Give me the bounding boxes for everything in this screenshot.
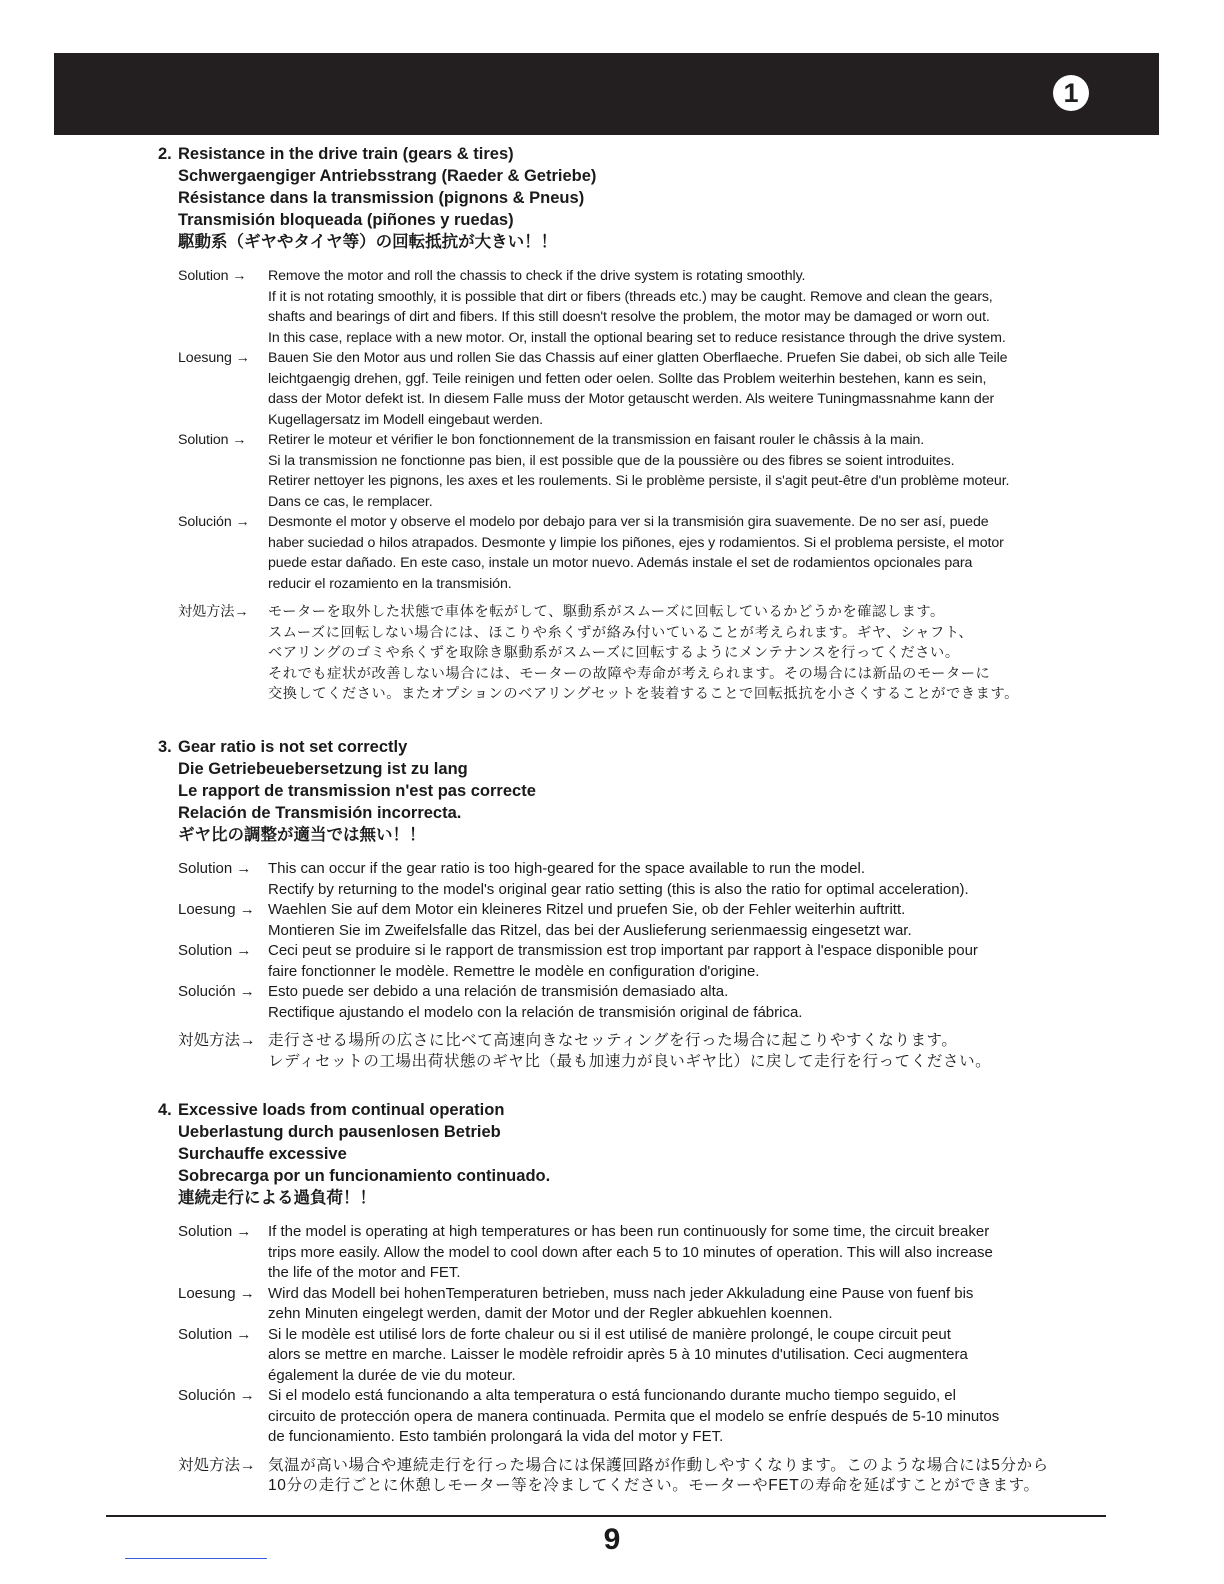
section-title-en: 4. Excessive loads from continual operation xyxy=(158,1101,505,1119)
section-title-jp: 駆動系（ギヤやタイヤ等）の回転抵抗が大きい！！ xyxy=(178,233,558,251)
solution-label: Solución → xyxy=(178,983,255,1000)
solution-es xyxy=(158,1386,1118,1448)
solution-line: de funcionamiento. Esto también prolongará la vida del motor y FET. xyxy=(268,1428,724,1445)
section-excessive-loads xyxy=(158,1099,1118,1497)
section-titles xyxy=(158,143,1118,253)
solution-label: 対処方法→ xyxy=(178,1032,256,1049)
solution-line: haber suciedad o hilos atrapados. Desmonte y limpie los piñones, ejes y rodamientos. Si el problema persiste, el motor xyxy=(268,534,1004,551)
solution-label: Solution → xyxy=(178,860,252,877)
solution-label: Solution → xyxy=(178,268,247,284)
solution-line: trips more easily. Allow the model to cool down after each 5 to 10 minutes of operation. This will also increase xyxy=(268,1243,993,1261)
solution-line: Esto puede ser debido a una relación de transmisión demasiado alta. xyxy=(268,983,729,1000)
solution-line: Remove the motor and roll the chassis to check if the drive system is rotating smoothly. xyxy=(268,268,806,284)
solution-jp xyxy=(158,1031,1118,1072)
solutions-list xyxy=(158,859,1118,1072)
solution-line: Wird das Modell bei hohenTemperaturen betrieben, muss nach jeder Akkuladung eine Pause von fuenf bis xyxy=(268,1284,974,1302)
solution-line: Dans ce cas, le remplacer. xyxy=(268,493,433,510)
step-number-badge: 1 xyxy=(1053,75,1089,111)
solution-line: alors se mettre en marche. Laisser le modèle refroidir après 5 à 10 minutes d'utilisation. Ceci augmentera xyxy=(268,1346,968,1363)
solution-line: それでも症状が改善しない場合には、モーターの故障や寿命が考えられます。その場合には新品のモーターに xyxy=(268,665,991,682)
solution-line: the life of the motor and FET. xyxy=(268,1264,461,1281)
solution-line: レディセットの工場出荷状態のギヤ比（最も加速力が良いギヤ比）に戻して走行を行ってください。 xyxy=(268,1052,992,1070)
solution-line: If it is not rotating smoothly, it is possible that dirt or fibers (threads etc.) may be caught. Remove and clean the gears, xyxy=(268,288,993,305)
section-title-es: Sobrecarga por un funcionamiento continuado. xyxy=(178,1167,551,1185)
page-number: 9 xyxy=(603,1523,621,1556)
footer-rule xyxy=(106,1515,1106,1517)
section-title-fr: Résistance dans la transmission (pignons & Pneus) xyxy=(178,189,585,207)
solution-line: Ceci peut se produire si le rapport de transmission est trop important par rapport à l'espace disponible pour xyxy=(268,942,978,959)
solution-label: Solution → xyxy=(178,432,247,448)
solution-line: If the model is operating at high temperatures or has been run continuously for some time, the circuit breaker xyxy=(268,1223,990,1240)
solution-line: Bauen Sie den Motor aus und rollen Sie das Chassis auf einer glatten Oberflaeche. Pruefen Sie dabei, ob sich alle Teile xyxy=(268,350,1008,366)
solution-line: shafts and bearings of dirt and fibers. If this still doesn't resolve the problem, the motor may be damaged or worn out. xyxy=(268,309,990,325)
section-title-jp: 連続走行による過負荷！！ xyxy=(178,1189,376,1207)
solution-line: Si la transmission ne fonctionne pas bien, il est possible que de la poussière ou des fibres se soient introduites. xyxy=(268,452,955,469)
solution-label: Solution → xyxy=(178,1325,252,1343)
solution-line: ベアリングのゴミや糸くずを取除き駆動系がスムーズに回転するようにメンテナンスを行ってください。 xyxy=(268,645,960,661)
section-title-es: Transmisión bloqueada (piñones y ruedas) xyxy=(178,211,514,229)
solution-line: 気温が高い場合や連続走行を行った場合には保護回路が作動しやすくなります。このような場合には5分から xyxy=(268,1456,1049,1474)
solutions-list xyxy=(158,1222,1118,1497)
solution-line: Desmonte el motor y observe el modelo por debajo para ver si la transmisión gira suavemente. De no ser así, puede xyxy=(268,514,989,530)
solution-de xyxy=(158,348,1118,430)
header-bar xyxy=(54,53,1159,135)
solution-line: Kugellagersatz im Modell eingebaut werden. xyxy=(268,411,543,428)
solution-de xyxy=(158,900,1118,941)
solution-line: Retirer le moteur et vérifier le bon fonctionnement de la transmission en faisant rouler le châssis à la main. xyxy=(268,432,925,448)
section-drive-train-resistance xyxy=(158,143,1118,705)
solution-line: Rectify by returning to the model's original gear ratio setting (this is also the ratio for optimal acceleration). xyxy=(268,880,969,898)
solution-label: Loesung → xyxy=(178,350,250,366)
solution-line: モーターを取外した状態で車体を転がして、駆動系がスムーズに回転しているかどうかを確認します。 xyxy=(268,604,945,620)
solution-line: zehn Minuten eingelegt werden, damit der Motor und der Regler abkuehlen koennen. xyxy=(268,1305,833,1322)
solution-en xyxy=(158,859,1118,900)
section-titles xyxy=(158,736,1118,846)
solution-line: puede estar dañado. En este caso, instale un motor nuevo. Además instale el set de rodamientos opcionales para xyxy=(268,555,973,571)
section-title-fr: Surchauffe excessive xyxy=(178,1145,347,1163)
section-title-es: Relación de Transmisión incorrecta. xyxy=(178,804,462,822)
solution-line: Si el modelo está funcionando a alta temperatura o está funcionando durante mucho tiempo seguido, el xyxy=(268,1387,956,1404)
solutions-list xyxy=(158,266,1118,705)
solution-line: 走行させる場所の広さに比べて高速向きなセッティングを行った場合に起こりやすくなります。 xyxy=(268,1032,958,1049)
solution-label: Solución → xyxy=(178,1387,255,1404)
section-number: 3. xyxy=(158,738,172,756)
solution-fr xyxy=(158,430,1118,512)
solution-line: This can occur if the gear ratio is too high-geared for the space available to run the model. xyxy=(268,860,866,877)
solution-line: Montieren Sie im Zweifelsfalle das Ritzel, das bei der Auslieferung serienmaessig eingesetzt war. xyxy=(268,921,912,939)
solution-label: Solución → xyxy=(178,514,250,530)
solution-label: 対処方法→ xyxy=(178,604,249,620)
section-title-de: Schwergaengiger Antriebsstrang (Raeder & Getriebe) xyxy=(178,167,597,185)
solution-fr xyxy=(158,1325,1118,1387)
section-title-de: Die Getriebeuebersetzung ist zu lang xyxy=(178,760,468,778)
solution-line: reducir el rozamiento en la transmisión. xyxy=(268,575,512,592)
solution-es xyxy=(158,982,1118,1023)
solution-line: dass der Motor defekt ist. In diesem Falle muss der Motor getauscht werden. Als weitere Tuningmassnahme kann der xyxy=(268,391,995,407)
solution-line: Si le modèle est utilisé lors de forte chaleur ou si il est utilisé de manière prolongé, le coupe circuit peut xyxy=(268,1325,951,1343)
solution-de xyxy=(158,1284,1118,1325)
solution-jp xyxy=(158,602,1118,705)
section-titles xyxy=(158,1099,1118,1209)
section-number: 4. xyxy=(158,1101,172,1119)
solution-line: également la durée de vie du moteur. xyxy=(268,1366,516,1384)
solution-line: Waehlen Sie auf dem Motor ein kleineres Ritzel und pruefen Sie, ob der Fehler weiterhin auftritt. xyxy=(268,901,906,918)
solution-jp xyxy=(158,1456,1118,1497)
solution-line: 10分の走行ごとに休憩しモーター等を冷ましてください。モーターやFETの寿命を延ばすことができます。 xyxy=(268,1477,1040,1494)
solution-line: 交換してください。またオプションのベアリングセットを装着することで回転抵抗を小さくすることができます。 xyxy=(268,686,1019,702)
solution-line: In this case, replace with a new motor. Or, install the optional bearing set to reduce resistance through the drive system. xyxy=(268,329,1006,346)
solution-fr xyxy=(158,941,1118,982)
solution-line: circuito de protección opera de manera continuada. Permita que el modelo se enfríe después de 5-10 minutos xyxy=(268,1407,1000,1425)
solution-label: Solution → xyxy=(178,1223,252,1240)
solution-line: Rectifique ajustando el modelo con la relación de transmisión original de fábrica. xyxy=(268,1003,803,1021)
footer-link-underline xyxy=(125,1558,267,1559)
solution-en xyxy=(158,1222,1118,1284)
solution-en xyxy=(158,266,1118,348)
section-number: 2. xyxy=(158,145,172,163)
section-title-de: Ueberlastung durch pausenlosen Betrieb xyxy=(178,1123,501,1141)
solution-line: Retirer nettoyer les pignons, les axes et les roulements. Si le problème persiste, il s'agit peut-être d'un problème moteur. xyxy=(268,473,1010,489)
solution-label: Loesung → xyxy=(178,901,255,918)
solution-es xyxy=(158,512,1118,594)
section-title-en: 3. Gear ratio is not set correctly xyxy=(158,738,408,756)
section-gear-ratio xyxy=(158,736,1118,1072)
section-title-fr: Le rapport de transmission n'est pas correcte xyxy=(178,782,536,800)
solution-line: leichtgaengig drehen, ggf. Teile reinigen und fetten oder oelen. Sollte das Problem weiterhin bestehen, kann es sein, xyxy=(268,370,987,387)
solution-label: Loesung → xyxy=(178,1284,255,1302)
section-title-jp: ギヤ比の調整が適当では無い！！ xyxy=(178,826,426,844)
solution-line: スムーズに回転しない場合には、ほこりや糸くずが絡み付いていることが考えられます。ギヤ、シャフト、 xyxy=(268,624,974,641)
solution-line: faire fonctionner le modèle. Remettre le modèle en configuration d'origine. xyxy=(268,962,760,980)
section-title-en: 2. Resistance in the drive train (gears & tires) xyxy=(158,145,514,163)
solution-label: Solution → xyxy=(178,942,252,959)
solution-label: 対処方法→ xyxy=(178,1456,256,1474)
